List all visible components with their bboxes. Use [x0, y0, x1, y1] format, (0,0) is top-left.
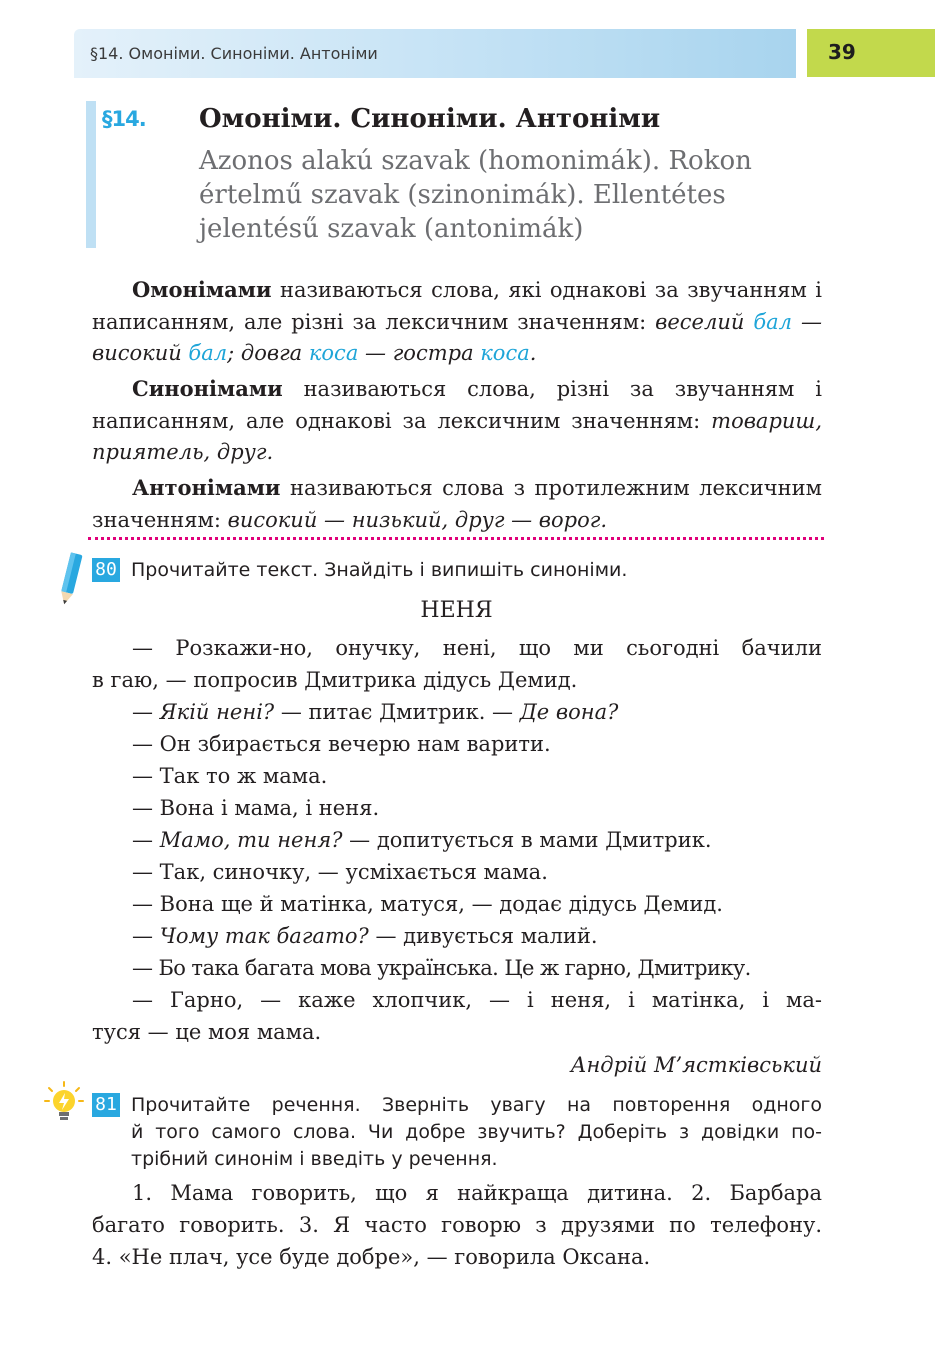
story-line-9: — Вона ще й матінка, матуся, — додає дідусь Демид.: [132, 892, 723, 916]
story-line-10: — Чому так багато? — дивується малий.: [132, 924, 598, 948]
task-81-badge: 81: [92, 1093, 120, 1117]
story-line-3: — Якій нені? — питає Дмитрик. — Де вона?: [132, 700, 619, 724]
story-line-12: — Гарно, — каже хлопчик, — і неня, і матінка, і ма-: [132, 988, 822, 1012]
story-title: НЕНЯ: [420, 598, 493, 623]
task-80-badge: 80: [92, 558, 120, 582]
page-number-box: [807, 29, 935, 77]
page-number: 39: [828, 40, 856, 64]
story-author: Андрій М’ястківський: [570, 1053, 822, 1077]
definition-antonyms: Антонімами називаються слова з протилежним лексичним значенням: високий — низький, друг — ворог.: [92, 475, 822, 532]
story-line-2: в гаю, — попросив Дмитрика дідусь Демид.: [92, 668, 578, 692]
task-81-instruction-line-2: й того самого слова. Чи добре звучить? Доберіть з довідки по-: [131, 1121, 822, 1143]
term-homonyms: Омонімами: [132, 277, 272, 302]
story-line-6: — Вона і мама, і неня.: [132, 796, 380, 820]
task-81-instruction-line-1: Прочитайте речення. Зверніть увагу на повторення одного: [131, 1094, 822, 1116]
story-line-11: — Бо така багата мова українська. Це ж гарно, Дмитрику.: [132, 956, 751, 980]
term-antonyms: Антонімами: [132, 475, 281, 500]
definition-synonyms: Синонімами називаються слова, різні за звучанням і написанням, але однакові за лексичним значенням: товариш, приятель, друг.: [92, 376, 822, 464]
story-line-5: — Так то ж мама.: [132, 764, 328, 788]
story-line-4: — Он збирається вечерю нам варити.: [132, 732, 551, 756]
task-80-instruction: Прочитайте текст. Знайдіть і випишіть синоніми.: [131, 559, 628, 581]
term-synonyms: Синонімами: [132, 376, 283, 401]
section-subtitle-hungarian: Azonos alakú szavak (homonimák). Rokon értelmű szavak (szinonimák). Ellentétes jelentésű szavak (antonimák): [199, 146, 752, 244]
story-line-1: — Розкажи-но, онучку, нені, що ми сьогодні бачили: [132, 636, 822, 660]
section-accent-bar: [86, 101, 96, 248]
task-81-instruction-line-3: трібний синонім і введіть у речення.: [131, 1148, 498, 1170]
story-line-8: — Так, синочку, — усміхається мама.: [132, 860, 548, 884]
story-line-7: — Мамо, ти неня? — допитується в мами Дмитрик.: [132, 828, 712, 852]
task-81-sentence-line-2: багато говорить. 3. Я часто говорю з друзями по телефону.: [92, 1213, 822, 1237]
task-81-sentence-line-3: 4. «Не плач, усе буде добре», — говорила Оксана.: [92, 1245, 651, 1269]
section-title: Омоніми. Синоніми. Антоніми: [199, 104, 661, 134]
running-header-title: §14. Омоніми. Синоніми. Антоніми: [90, 44, 378, 63]
story-line-13: туся — це моя мама.: [92, 1020, 322, 1044]
lightbulb-icon: [44, 1081, 84, 1127]
section-number: §14.: [102, 107, 146, 131]
definition-homonyms: Омонімами називаються слова, які однакові за звучанням і написанням, але різні за лексичним значенням: веселий бал — високий бал; довга коса — гостра коса.: [92, 277, 822, 365]
task-81-sentence-line-1: 1. Мама говорить, що я найкраща дитина. 2. Барбара: [132, 1181, 822, 1205]
dotted-divider: [88, 537, 824, 540]
